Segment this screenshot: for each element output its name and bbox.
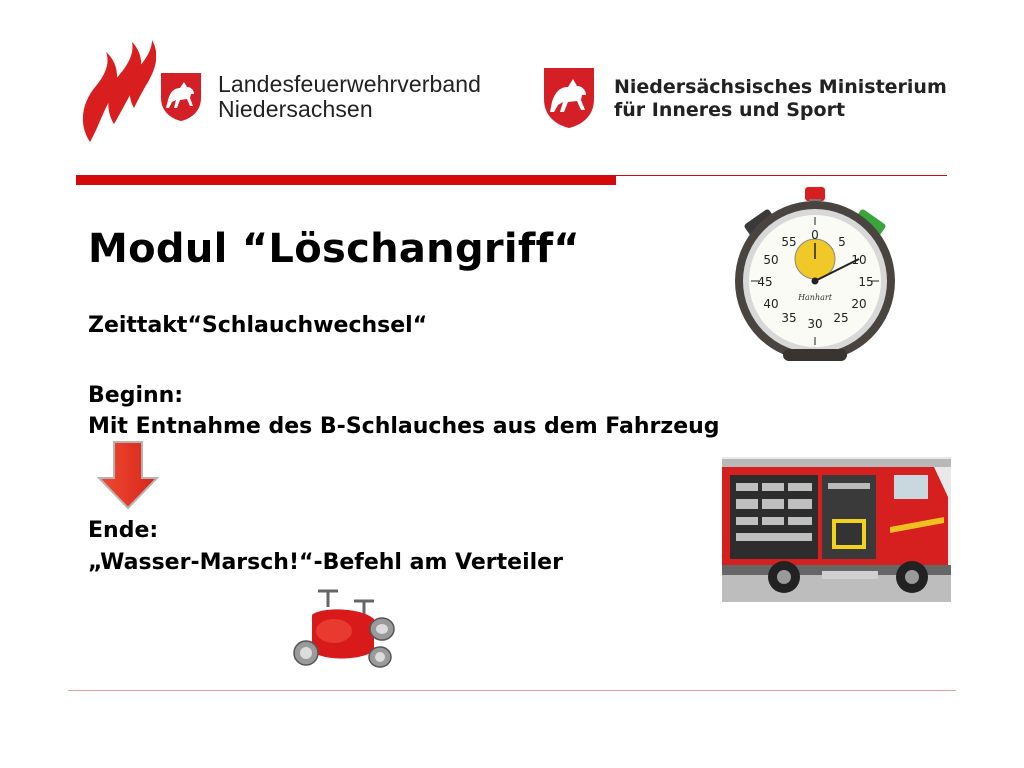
begin-label: Beginn:	[88, 383, 184, 408]
end-text: „Wasser-Marsch!“-Befehl am Verteiler	[88, 550, 563, 575]
dial-number-10: 10	[851, 253, 867, 267]
stopwatch-brand: Hanhart	[798, 293, 832, 302]
slide-title: Modul “Löschangriff“	[88, 226, 580, 272]
lfv-org-line1: Landesfeuerwehrverband	[218, 71, 482, 97]
down-arrow-icon	[97, 440, 159, 510]
dial-number-30: 30	[807, 317, 823, 331]
dial-number-0: 0	[811, 228, 819, 242]
dial-number-5: 5	[838, 235, 846, 249]
fire-truck-photo	[722, 457, 951, 602]
lfv-org-name	[218, 72, 481, 122]
dial-number-55: 55	[781, 235, 797, 249]
stopwatch-icon	[725, 185, 905, 365]
slide-subtitle: Zeittakt“Schlauchwechsel“	[88, 313, 428, 338]
dial-number-45: 45	[757, 275, 773, 289]
dial-number-50: 50	[763, 253, 779, 267]
dial-number-15: 15	[858, 275, 874, 289]
lfv-org-line2: Niedersachsen	[218, 96, 373, 122]
begin-text: Mit Entnahme des B-Schlauches aus dem Fahrzeug	[88, 414, 720, 439]
ministry-line1: Niedersächsisches Ministerium	[614, 76, 947, 98]
header-divider-thick	[76, 175, 616, 185]
footer-divider	[68, 690, 956, 691]
header-divider-thin	[614, 175, 947, 176]
ministry-line2: für Inneres und Sport	[614, 99, 846, 121]
ministry-name	[614, 76, 947, 122]
end-label: Ende:	[88, 518, 159, 543]
lower-saxony-crest-icon	[160, 72, 202, 122]
dial-number-25: 25	[833, 311, 849, 325]
water-distributor-photo	[290, 585, 400, 675]
dial-number-20: 20	[851, 297, 867, 311]
dial-number-40: 40	[763, 297, 779, 311]
fire-flames-logo	[76, 38, 156, 148]
dial-number-35: 35	[781, 311, 797, 325]
ministry-crest-icon	[543, 67, 595, 129]
